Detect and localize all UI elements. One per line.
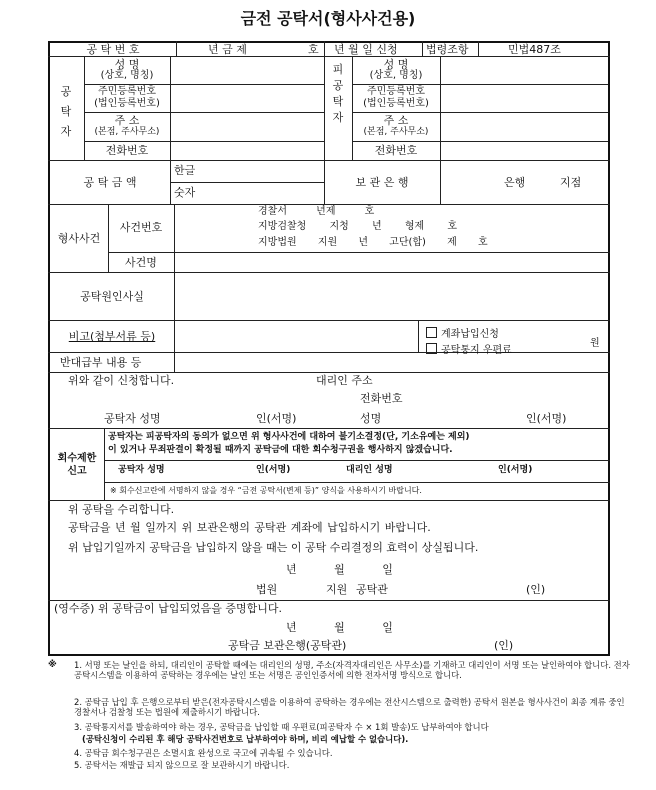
depositor-phone-field[interactable] bbox=[172, 143, 322, 159]
prosecutor-line: 지방검찰청 지청 년 형제 호 bbox=[258, 221, 457, 232]
acceptance-branch: 지원 bbox=[326, 583, 348, 596]
depositee-reg-sub: (법인등록번호) bbox=[363, 98, 429, 109]
restriction-agent-seal[interactable]: 인(서명) bbox=[498, 465, 533, 475]
depositor-side-label: 공 탁 자 bbox=[60, 85, 72, 138]
acceptance-court: 법원 bbox=[256, 583, 278, 596]
depositor-addr-field[interactable] bbox=[172, 114, 322, 139]
depositee-side-label: 피 공 탁 자 bbox=[332, 63, 344, 124]
depositee-phone-field[interactable] bbox=[442, 143, 606, 159]
amount-number-label: 숫자 bbox=[174, 186, 196, 199]
receipt-line: (영수증) 위 공탁금이 납입되었음을 증명합니다. bbox=[54, 602, 282, 615]
agent-phone-label: 전화번호 bbox=[360, 392, 403, 405]
year-label: 년 금 제 bbox=[208, 43, 247, 56]
case-name-label: 사건명 bbox=[125, 256, 157, 269]
depositor-name-sub: (상호, 명칭) bbox=[100, 70, 154, 81]
agent-address-label: 대리인 주소 bbox=[316, 374, 373, 387]
notes-mark: ※ bbox=[48, 660, 57, 670]
restriction-label-1: 회수제한 bbox=[57, 453, 97, 464]
acceptance-seal[interactable]: (인) bbox=[526, 583, 546, 596]
depositee-phone-label: 전화번호 bbox=[374, 144, 418, 157]
facts-field[interactable] bbox=[176, 274, 606, 319]
acceptance-line-1: 위 공탁을 수리합니다. bbox=[68, 503, 175, 516]
depositee-name-label: 성 명 bbox=[383, 58, 409, 71]
depositor-reg-label: 주민등록번호 bbox=[98, 86, 156, 97]
case-name-field[interactable] bbox=[176, 254, 606, 271]
facts-label: 공탁원인사실 bbox=[80, 290, 144, 303]
note-3-bold: (공탁신청이 수리된 후 해당 공탁사건번호로 납부하여야 하며, 비리 예납할 수 없습니다). bbox=[82, 734, 409, 744]
postage-checkbox[interactable] bbox=[426, 343, 437, 354]
law-label: 법령조항 bbox=[426, 43, 469, 56]
deposit-number-label: 공 탁 번 호 bbox=[86, 43, 140, 56]
restriction-text-1: 공탁자는 피공탁자의 동의가 없으면 위 형사사건에 대하여 불기소결정(단, 기소유예는 제외) bbox=[108, 432, 470, 442]
bank-suffix: 은행 bbox=[504, 176, 526, 189]
depositee-reg-field[interactable] bbox=[442, 86, 606, 110]
acceptance-date: 년 월 일 bbox=[286, 563, 393, 576]
restriction-depositor-name: 공탁자 성명 bbox=[118, 465, 165, 475]
acceptance-officer: 공탁관 bbox=[356, 583, 388, 596]
receipt-bank: 공탁금 보관은행(공탁관) bbox=[228, 639, 347, 652]
depositee-name-field[interactable] bbox=[442, 58, 606, 82]
applicant-name-label: 공탁자 성명 bbox=[104, 412, 161, 425]
depositor-addr-sub: (본점, 주사무소) bbox=[94, 127, 160, 137]
restriction-label-2: 신고 bbox=[67, 466, 87, 477]
remarks-label: 비고(첨부서류 등) bbox=[68, 330, 156, 343]
depositee-addr-sub: (본점, 주사무소) bbox=[363, 127, 429, 137]
case-number-label: 사건번호 bbox=[119, 221, 163, 234]
amount-korean-label: 한글 bbox=[174, 164, 196, 177]
police-line: 경찰서 년제 호 bbox=[258, 206, 375, 217]
receipt-date: 년 월 일 bbox=[286, 621, 393, 634]
amount-number-field[interactable] bbox=[204, 184, 322, 203]
amount-korean-field[interactable] bbox=[204, 162, 322, 181]
note-5: 5. 공탁서는 재발급 되지 않으므로 잘 보관하시기 바랍니다. bbox=[74, 760, 290, 770]
restriction-note: ※ 회수신고란에 서명하지 않을 경우 “금전 공탁서(변제 등)” 양식을 사용하시기 바랍니다. bbox=[110, 486, 422, 495]
depositor-reg-sub: (법인등록번호) bbox=[94, 98, 160, 109]
acceptance-line-3: 위 납입기일까지 공탁금을 납입하지 않을 때는 이 공탁 수리결정의 효력이 상실됩니다. bbox=[68, 541, 479, 554]
note-2: 2. 공탁금 납입 후 은행으로부터 받은(전자공탁시스템을 이용하여 공탁하는 경우에는 전산시스템으로 출력한) 공탁서 원본을 형사사건이 최종 계류 중인 경찰서나 검찰청 또는 법원에 제출하시기 바랍니다. bbox=[74, 697, 625, 717]
postage-label: 공탁통지 우편료 bbox=[441, 345, 512, 356]
criminal-case-label: 형사사건 bbox=[57, 232, 101, 245]
note-4: 4. 공탁금 회수청구권은 소멸시효 완성으로 국고에 귀속될 수 있습니다. bbox=[74, 748, 333, 758]
branch-suffix: 지점 bbox=[560, 176, 582, 189]
depositor-name-field[interactable] bbox=[172, 58, 322, 82]
restriction-depositor-seal[interactable]: 인(서명) bbox=[256, 465, 291, 475]
note-3: 3. 공탁통지서를 발송하여야 하는 경우, 공탁금을 납입할 때 우편료(피공탁자 수 × 1회 발송)도 납부하여야 합니다 bbox=[74, 722, 489, 732]
bank-label: 보 관 은 행 bbox=[355, 176, 409, 189]
depositor-name-label: 성 명 bbox=[114, 58, 140, 71]
receipt-seal[interactable]: (인) bbox=[494, 639, 514, 652]
postage-won: 원 bbox=[590, 338, 600, 349]
number-suffix: 호 bbox=[308, 43, 319, 56]
restriction-agent-name: 대리인 성명 bbox=[346, 465, 393, 475]
court-line: 지방법원 지원 년 고단(합) 제 호 bbox=[258, 237, 488, 248]
depositee-reg-label: 주민등록번호 bbox=[367, 86, 425, 97]
counter-label: 반대급부 내용 등 bbox=[60, 356, 142, 369]
depositee-addr-label: 주 소 bbox=[383, 114, 409, 127]
acceptance-line-2: 공탁금을 년 월 일까지 위 보관은행의 공탁관 계좌에 납입하시기 바랍니다. bbox=[68, 521, 431, 534]
apply-intro: 위와 같이 신청합니다. bbox=[68, 374, 175, 387]
depositor-phone-label: 전화번호 bbox=[105, 144, 149, 157]
restriction-text-2: 이 있거나 무죄판결이 확정될 때까지 공탁금에 대한 회수청구권을 행사하지 않겠습니다. bbox=[108, 445, 453, 455]
amount-label: 공 탁 금 액 bbox=[83, 176, 137, 189]
note-1: 1. 서명 또는 날인을 하되, 대리인이 공탁할 때에는 대리인의 성명, 주소(자격자대리인은 사무소)를 기재하고 대리인이 서명 또는 날인하여야 합니다. 전자공탁시스템을 이용하여 공탁하는 경우에는 날인 또는 서명은 공인인증서에 의한 전자서명 방식으로 합니다. bbox=[74, 660, 630, 680]
agent-name-label: 성명 bbox=[360, 412, 382, 425]
apply-date: 년 월 일 신청 bbox=[334, 43, 398, 56]
applicant-seal[interactable]: 인(서명) bbox=[256, 412, 297, 425]
depositor-reg-field[interactable] bbox=[172, 86, 322, 110]
depositee-addr-field[interactable] bbox=[442, 114, 606, 139]
depositee-name-sub: (상호, 명칭) bbox=[369, 70, 423, 81]
agent-seal[interactable]: 인(서명) bbox=[526, 412, 567, 425]
account-deposit-label: 계좌납입신청 bbox=[441, 329, 499, 340]
depositor-addr-label: 주 소 bbox=[114, 114, 140, 127]
account-deposit-checkbox[interactable] bbox=[426, 327, 437, 338]
postage-option[interactable] bbox=[426, 338, 512, 357]
page-title: 금전 공탁서(형사사건용) bbox=[240, 9, 416, 28]
law-value: 민법487조 bbox=[508, 43, 561, 56]
